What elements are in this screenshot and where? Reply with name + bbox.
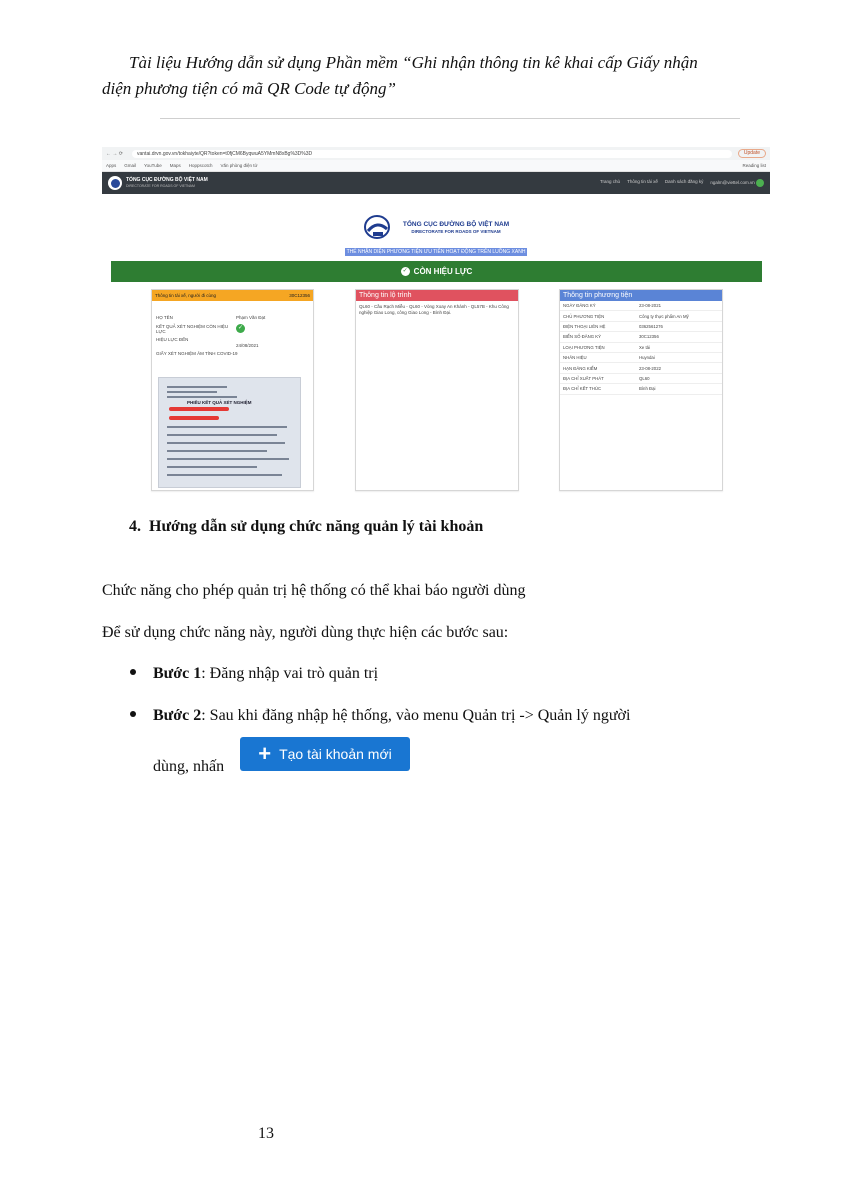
validity-status: CÒN HIỆU LỰC <box>413 267 473 276</box>
paragraph-steps-intro: Để sử dụng chức năng này, người dùng thực hiện các bước sau: <box>102 624 509 641</box>
driver-name-label: HỌ TÊN <box>156 315 173 320</box>
section-heading <box>129 518 483 536</box>
table-row: ĐIỆN THOẠI LIÊN HỆ 0362561276 <box>560 321 722 331</box>
bookmarks-bar <box>102 160 770 172</box>
step-2-continuation: dùng, nhấn <box>153 758 225 775</box>
step-label: Bước 2 <box>153 707 202 724</box>
section-number: 4. <box>129 518 141 535</box>
org-name: TỔNG CỤC ĐƯỜNG BỘ VIỆT NAM <box>402 220 510 228</box>
browser-address-bar <box>102 147 770 160</box>
bookmark-item: Maps <box>169 163 181 168</box>
browser-nav-icons: ← → ⟳ <box>106 150 123 157</box>
info-cards <box>151 289 723 491</box>
avatar <box>756 179 764 187</box>
table-row: ĐỊA CHỈ XUẤT PHÁT QL60 <box>560 373 722 383</box>
driver-card-title: Thông tin tài xế, người đi cùng <box>155 293 216 298</box>
page-header <box>102 50 762 102</box>
browser-url: vantai.drvn.gov.vn/tokhaiyte/QR?token=t0fjCM6ByqwuA5YMmN8xBg%3D%3D <box>132 150 732 158</box>
card-caption: THẺ NHẬN DIỆN PHƯƠNG TIỆN ƯU TIÊN HOẠT ĐỘNG TRÊN LUỒNG XANH <box>346 249 526 255</box>
menu-item: Thông tin tài xế <box>627 179 658 184</box>
reading-list: Reading list <box>742 163 766 168</box>
menu-item: Trang chủ <box>599 179 621 184</box>
app-brand <box>126 177 208 189</box>
org-banner <box>102 214 770 258</box>
bookmark-item: Apps <box>106 163 117 168</box>
org-subtitle: DIRECTORATE FOR ROADS OF VIETNAM <box>411 228 501 234</box>
update-button: Update <box>738 149 766 158</box>
route-card-title: Thông tin lộ trình <box>356 290 518 301</box>
drvn-logo-icon <box>108 176 122 190</box>
covid-cert-label: GIẤY XÉT NGHIỆM ÂM TÍNH COVID-19 <box>156 351 238 356</box>
app-screenshot-figure <box>102 147 770 497</box>
step-label: Bước 1 <box>153 665 202 682</box>
app-navbar <box>102 172 770 194</box>
create-account-button[interactable] <box>240 737 410 771</box>
paragraph-intro: Chức năng cho phép quản trị hệ thống có thể khai báo người dùng <box>102 582 526 599</box>
route-info-card <box>355 289 519 491</box>
header-line-1: Tài liệu Hướng dẫn sử dụng Phần mềm “Ghi nhận thông tin kê khai cấp Giấy nhận <box>129 53 698 72</box>
driver-card-code: 30C12356 <box>289 293 310 298</box>
covid-test-document-photo <box>158 377 301 488</box>
photo-title: PHIẾU KẾT QUẢ XÉT NGHIỆM <box>187 400 252 405</box>
validity-status-bar <box>111 261 762 282</box>
plus-icon: + <box>258 741 272 766</box>
menu-user: ngalm@viettel.com.vn <box>710 179 764 187</box>
step-text: : Sau khi đăng nhập hệ thống, vào menu Quản trị -> Quản lý người <box>201 707 631 724</box>
header-line-2: diện phương tiện có mã QR Code tự động” <box>102 79 396 98</box>
app-menu <box>600 179 764 187</box>
vehicle-info-card <box>559 289 723 491</box>
route-text: QL60 - Cầu Rạch Miễu - QL60 - Vòng Xoay An Khánh - QL57B - Khu Công nghiệp Giao Long, công Giao Long - Bình Đại. <box>359 304 509 315</box>
table-row: LOẠI PHƯƠNG TIỆN Xe tải <box>560 342 722 352</box>
section-title: Hướng dẫn sử dụng chức năng quản lý tài khoản <box>149 518 484 535</box>
check-icon: ✓ <box>402 268 408 274</box>
drvn-emblem-icon <box>363 214 399 240</box>
check-circle-icon: ✓ <box>237 325 244 331</box>
driver-info-card <box>151 289 314 491</box>
header-divider <box>160 118 740 119</box>
test-result-label: KẾT QUẢ XÉT NGHIỆM CÒN HIỆU LỰC <box>156 324 229 334</box>
valid-until-value: 24/08/2021 <box>236 343 259 348</box>
step-1 <box>130 665 378 683</box>
table-row: BIỂN SỐ ĐĂNG KÝ 30C12356 <box>560 332 722 342</box>
bookmark-item: Gmail <box>124 163 137 168</box>
vehicle-table <box>560 301 722 395</box>
page-number: 13 <box>258 1125 274 1142</box>
menu-item: Danh sách đăng ký <box>664 179 704 184</box>
step-2 <box>130 707 630 725</box>
vehicle-card-title: Thông tin phương tiện <box>560 290 722 301</box>
app-title: TỔNG CỤC ĐƯỜNG BỘ VIỆT NAM <box>126 177 208 183</box>
bullet-icon <box>130 711 136 717</box>
bookmark-item: Văn phòng điện tử <box>220 163 258 168</box>
step-text: : Đăng nhập vai trò quản trị <box>201 665 379 682</box>
create-account-label: Tạo tài khoản mới <box>279 746 392 762</box>
table-row: ĐỊA CHỈ KẾT THÚC Bình Đại <box>560 384 722 394</box>
bookmark-item: YouTube <box>144 163 162 168</box>
table-row: CHỦ PHƯƠNG TIỆN Công ty thực phẩm An Mỹ <box>560 311 722 321</box>
bullet-icon <box>130 669 136 675</box>
app-subtitle: DIRECTORATE FOR ROADS OF VIETNAM <box>126 184 195 188</box>
table-row: NGÀY ĐĂNG KÝ 23-08-2021 <box>560 301 722 311</box>
bookmark-item: Hoppscotch <box>188 163 213 168</box>
valid-until-label: HIỆU LỰC ĐẾN <box>156 337 189 342</box>
driver-name-value: Phạm Văn Đạt <box>236 315 266 320</box>
table-row: NHÃN HIỆU Huyndai <box>560 352 722 362</box>
table-row: HẠN ĐĂNG KIỂM 23-08-2022 <box>560 363 722 373</box>
